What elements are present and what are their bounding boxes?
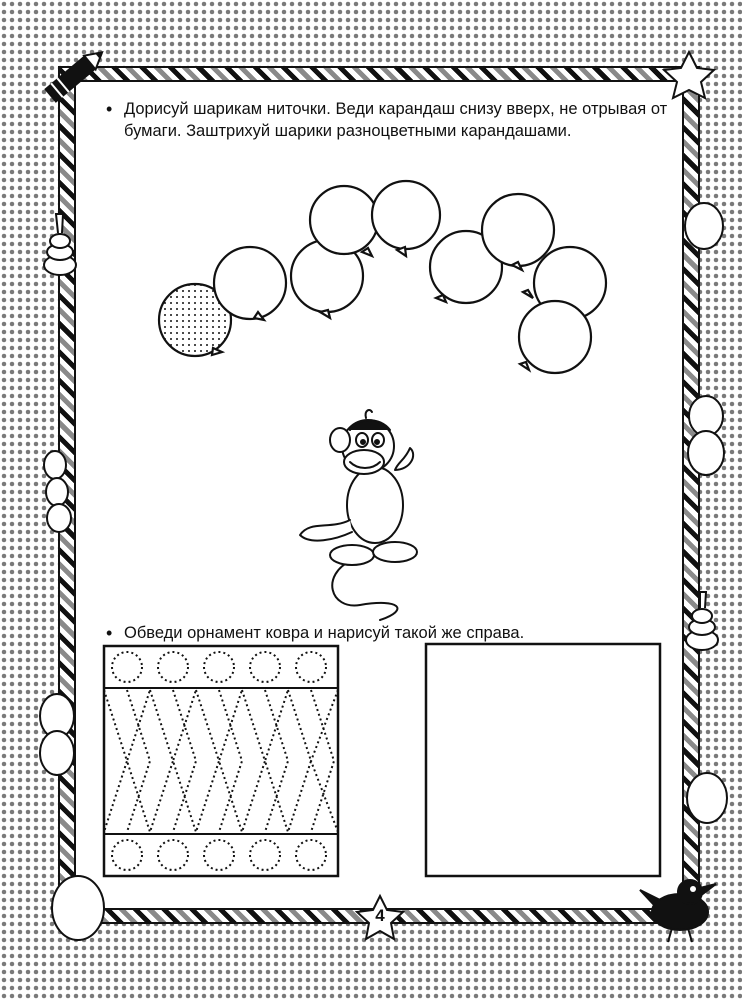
monkey-illustration bbox=[300, 410, 417, 620]
crow-icon bbox=[640, 880, 716, 942]
page-number: 4 bbox=[375, 906, 385, 925]
bullet: • bbox=[106, 623, 113, 643]
ring-toy-icon bbox=[44, 214, 76, 275]
task-1-text: Дорисуй шарикам ниточки. Веди карандаш снизу вверх, не отрывая от бумаги. Заштрихуй шарики разноцветными карандашами. bbox=[124, 100, 668, 140]
balloon-icon bbox=[687, 773, 727, 823]
balloon-icon bbox=[40, 694, 74, 775]
balloon-icon bbox=[44, 451, 71, 532]
balloon-icon bbox=[52, 876, 104, 940]
balloon-icon bbox=[519, 301, 591, 373]
bullet: • bbox=[106, 99, 113, 119]
balloon-icon bbox=[214, 247, 286, 320]
balloon-icon bbox=[685, 203, 723, 249]
balloon-icon bbox=[310, 186, 378, 256]
ring-toy-icon bbox=[686, 592, 718, 650]
pencil-icon bbox=[44, 45, 108, 102]
balloon-icon bbox=[372, 181, 440, 256]
star-icon bbox=[664, 52, 714, 98]
balloons-group bbox=[159, 181, 606, 373]
carpet-ornament bbox=[104, 646, 338, 876]
balloon-icon bbox=[688, 396, 724, 475]
task-2-text: Обведи орнамент ковра и нарисуй такой же справа. bbox=[124, 624, 525, 642]
drawing-area[interactable] bbox=[426, 644, 660, 876]
